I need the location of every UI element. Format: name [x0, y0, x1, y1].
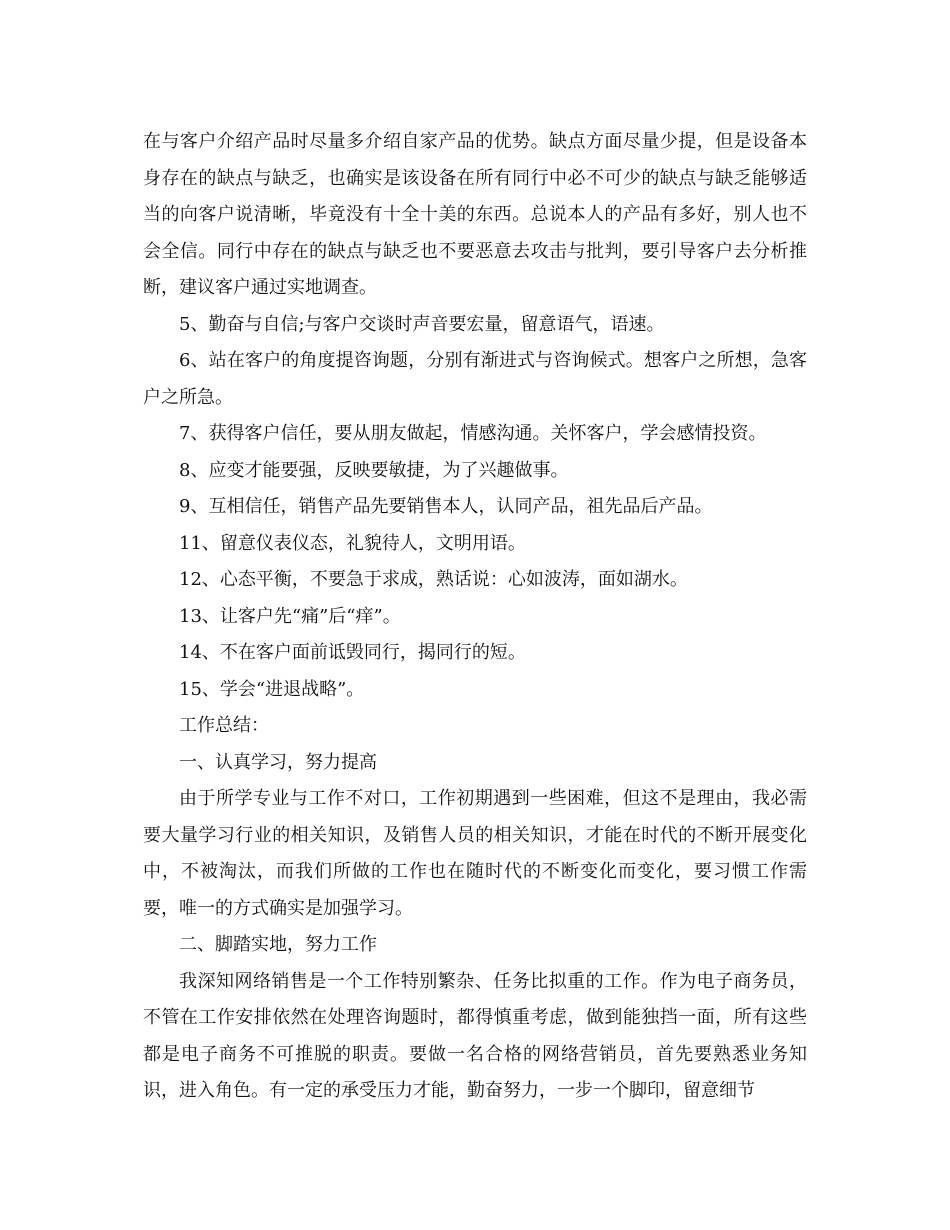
tip-8-paragraph: 8、应变才能要强，反映要敏捷，为了兴趣做事。: [179, 459, 569, 481]
tip-14-paragraph: 14、不在客户面前诋毁同行，揭同行的短。: [179, 642, 526, 663]
tip-9-paragraph: 9、互相信任，销售产品先要销售本人，认同产品，祖先品后产品。: [179, 496, 713, 517]
document-body: [143, 124, 807, 1110]
section-2-heading: 二、脚踏实地，努力工作: [179, 934, 377, 955]
tip-12-paragraph: 12、心态平衡，不要急于求成，熟话说：心如波涛，面如湖水。: [179, 569, 688, 590]
tip-5-paragraph: 5、勤奋与自信;与客户交谈时声音要宏量，留意语气，语速。: [179, 313, 665, 335]
body-paragraph-1: 在与客户介绍产品时尽量多介绍自家产品的优势。缺点方面尽量少提，但是设备本身存在的缺点与缺乏，也确实是该设备在所有同行中必不可少的缺点与缺乏能够适当的向客户说清晰，毕竟没有十全十美的东西。总说本人的产品有多好，别人也不会全信。同行中存在的缺点与缺乏也不要恶意去攻击与批判，要引导客户去分析推断，建议客户通过实地调查。: [143, 131, 807, 298]
tip-6-paragraph: 6、站在客户的角度提咨询题，分别有渐进式与咨询候式。想客户之所想，急客户之所急。: [143, 350, 807, 408]
tip-11-paragraph: 11、留意仪表仪态，礼貌待人，文明用语。: [179, 532, 526, 554]
tip-7-paragraph: 7、获得客户信任，要从朋友做起，情感沟通。关怀客户，学会感情投资。: [179, 423, 767, 444]
section-1-paragraph: 由于所学专业与工作不对口，工作初期遇到一些困难，但这不是理由，我必需要大量学习行业的相关知识，及销售人员的相关知识，才能在时代的不断开展变化中，不被淘汰，而我们所做的工作也在随时代的不断变化而变化，要习惯工作需要，唯一的方式确实是加强学习。: [143, 788, 807, 919]
section-2-paragraph: 我深知网络销售是一个工作特别繁杂、任务比拟重的工作。作为电子商务员，不管在工作安排依然在处理咨询题时，都得慎重考虑，做到能独挡一面，所有这些都是电子商务不可推脱的职责。要做一名合格的网络营销员，首先要熟悉业务知识，进入角色。有一定的承受压力才能，勤奋努力，一步一个脚印，留意细节: [143, 970, 807, 1101]
work-summary-heading: 工作总结：: [179, 715, 269, 736]
tip-13-paragraph: 13、让客户先“痛”后“痒”。: [179, 605, 401, 627]
section-1-heading: 一、认真学习，努力提高: [179, 751, 377, 773]
tip-15-paragraph: 15、学会“进退战略”。: [179, 678, 365, 700]
